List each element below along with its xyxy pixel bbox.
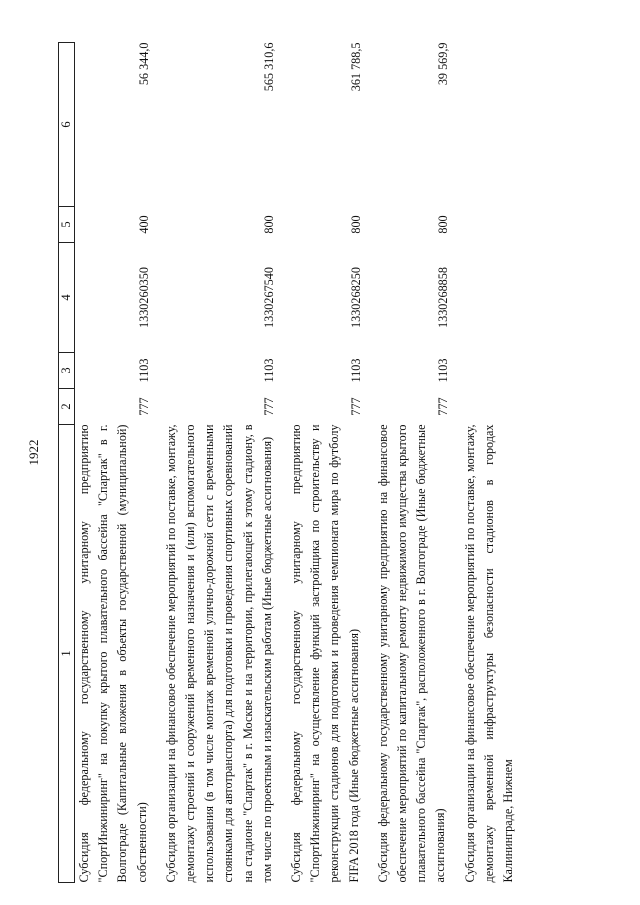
row-description: Субсидия федеральному государственному унитарному предприятию на финансовое обеспечение мероприятий по капитальному ремонту недвижимого имущества крытого плавательного бассейна "Спартак", расположенного в г. Волгограде (Иные бюджетные ассигнования) — [375, 424, 448, 883]
row-spacer — [451, 43, 461, 883]
row-description: Субсидия организации на финансовое обеспечение мероприятий по поставке, монтажу, демонтажу временной инфраструктуры безопасности стадионов в городах Калининграде, Нижнем — [462, 424, 516, 883]
row-section: 1103 — [348, 358, 363, 383]
row-section: 1103 — [136, 358, 151, 383]
table-row — [374, 43, 451, 883]
col-header-description: 1 — [59, 425, 75, 883]
row-vr: 800 — [435, 215, 450, 234]
row-section: 1103 — [262, 358, 277, 383]
col-header-vr: 5 — [59, 207, 75, 243]
row-target — [461, 243, 519, 353]
row-vr — [461, 207, 519, 243]
row-vr: 800 — [262, 215, 277, 234]
col-header-section: 3 — [59, 353, 75, 389]
row-spacer — [152, 43, 162, 883]
row-grbs: 777 — [348, 397, 363, 416]
row-description: Субсидия федеральному государственному унитарному предприятию "СпортИнжиниринг" на покупку крытого плавательного бассейна "Спартак" в г. Волгограде (Капитальные вложения в объекты государственной (муниципальной) собственности) — [77, 424, 149, 883]
row-amount: 361 788,5 — [348, 42, 363, 92]
table-row — [287, 43, 364, 883]
row-amount: 56 344,0 — [136, 42, 151, 86]
row-target: 1330267540 — [262, 267, 277, 328]
col-header-grbs: 2 — [59, 389, 75, 425]
table-row — [162, 43, 277, 883]
table-row — [75, 43, 152, 883]
row-description: Субсидия федеральному государственному унитарному предприятию "СпортИнжиниринг" на осуществление функций застройщика по строительству и реконструкции стадионов для подготовки и проведения чемпионата мира по футболу FIFA 2018 года (Иные бюджетные ассигнования) — [289, 424, 361, 883]
row-target: 1330268250 — [348, 267, 363, 328]
row-section: 1103 — [435, 358, 450, 383]
col-header-amount: 6 — [59, 43, 75, 207]
row-amount — [461, 43, 519, 207]
row-target: 1330260350 — [136, 267, 151, 328]
row-target: 1330268858 — [435, 267, 450, 328]
header-row — [59, 43, 75, 883]
page-number: 1922 — [26, 439, 41, 466]
budget-table — [58, 42, 518, 883]
row-section — [461, 353, 519, 389]
row-grbs: 777 — [262, 397, 277, 416]
table-row — [461, 43, 519, 883]
row-amount: 39 569,9 — [435, 42, 450, 86]
row-description: Субсидия организации на финансовое обеспечение мероприятий по поставке, монтажу, демонтажу строений и сооружений временного назначения и (или) вспомогательного использования (в том числе монтаж временной улично-дорожной сети с временными стоянками для автотранспорта) для подготовки и проведения спортивных соревнований на стадионе "Спартак" в г. Москве и на территории, прилегающей к этому стадиону, в том числе по проектным и изыскательским работам (Иные бюджетные ассигнования) — [163, 424, 274, 883]
row-grbs: 777 — [435, 397, 450, 416]
row-grbs: 777 — [136, 397, 151, 416]
row-vr: 400 — [136, 215, 151, 234]
row-spacer — [364, 43, 374, 883]
row-amount: 565 310,6 — [262, 42, 277, 92]
row-vr: 800 — [348, 215, 363, 234]
row-grbs — [461, 389, 519, 425]
col-header-target: 4 — [59, 243, 75, 353]
row-spacer — [277, 43, 287, 883]
